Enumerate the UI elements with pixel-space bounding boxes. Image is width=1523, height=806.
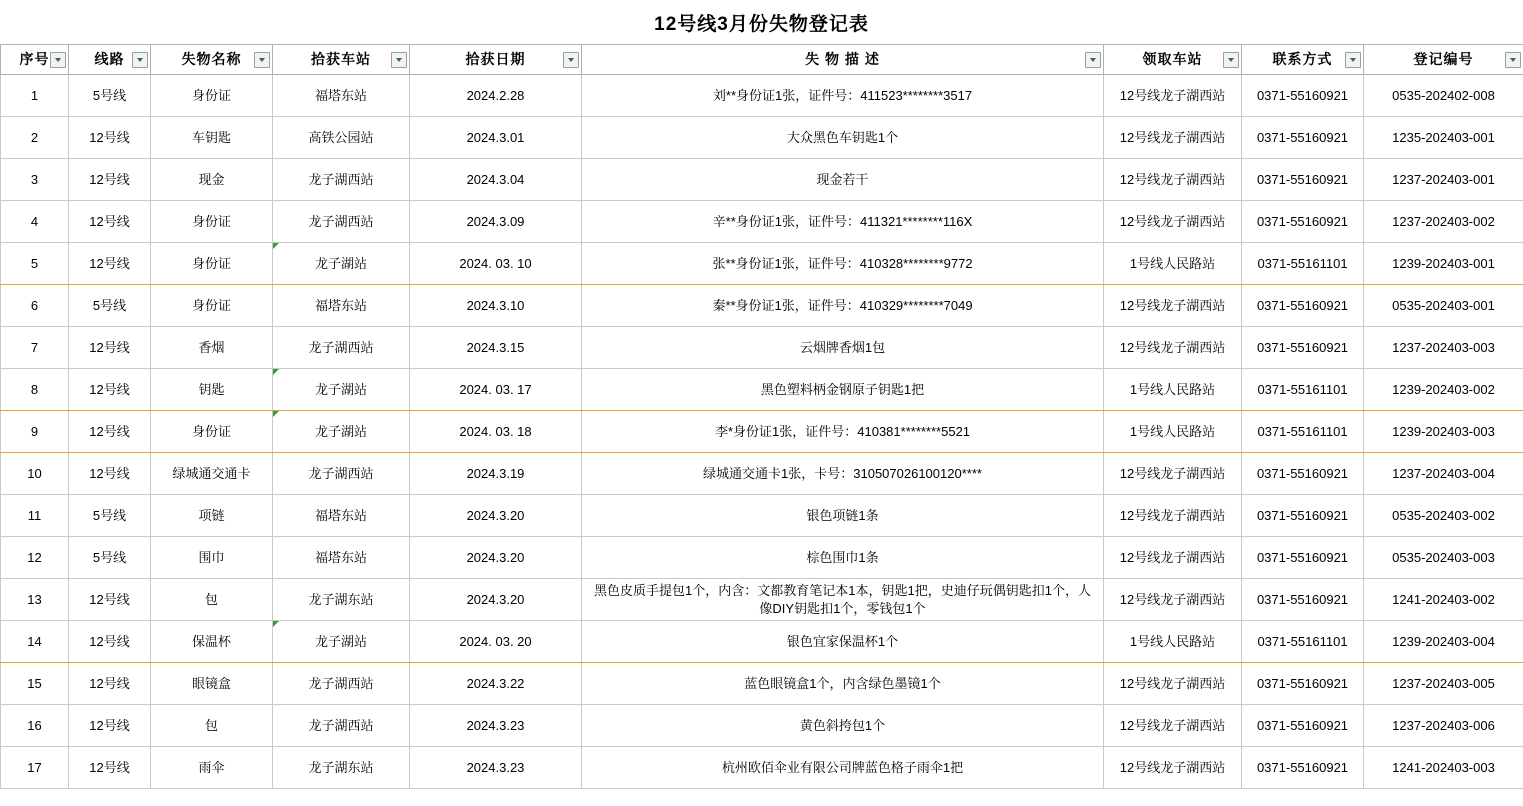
cell-line[interactable]: 5号线 [69,75,151,117]
cell-item-name[interactable]: 身份证 [151,201,273,243]
cell-reg-no[interactable]: 1239-202403-002 [1364,369,1523,411]
filter-dropdown-icon[interactable] [254,52,270,68]
cell-claim-station[interactable]: 12号线龙子湖西站 [1104,579,1242,621]
table-row[interactable] [1,747,1523,789]
cell-reg-no[interactable]: 1239-202403-003 [1364,411,1523,453]
cell-found-date[interactable]: 2024.2.28 [410,75,582,117]
cell-description[interactable]: 秦**身份证1张，证件号：410329********7049 [582,285,1104,327]
cell-description[interactable]: 云烟牌香烟1包 [582,327,1104,369]
cell-found-date[interactable]: 2024. 03. 10 [410,243,582,285]
cell-line[interactable]: 12号线 [69,201,151,243]
cell-description[interactable]: 银色项链1条 [582,495,1104,537]
cell-description[interactable]: 绿城通交通卡1张，卡号：310507026100120**** [582,453,1104,495]
cell-description[interactable]: 刘**身份证1张，证件号：411523********3517 [582,75,1104,117]
cell-contact[interactable]: 0371-55160921 [1242,327,1364,369]
cell-line[interactable]: 12号线 [69,705,151,747]
page-title: 12号线3月份失物登记表 [654,13,869,35]
table-row[interactable] [1,453,1523,495]
cell-line[interactable]: 12号线 [69,159,151,201]
cell-found-date[interactable]: 2024.3.04 [410,159,582,201]
table-row[interactable] [1,285,1523,327]
cell-description[interactable]: 蓝色眼镜盒1个，内含绿色墨镜1个 [582,663,1104,705]
cell-contact[interactable]: 0371-55160921 [1242,537,1364,579]
cell-claim-station[interactable]: 12号线龙子湖西站 [1104,201,1242,243]
cell-found-station[interactable]: 龙子湖站 [273,369,410,411]
cell-line[interactable]: 5号线 [69,495,151,537]
column-header-claim-station-label: 领取车站 [1142,51,1203,68]
column-header-description-label: 失 物 描 述 [805,51,880,68]
cell-index[interactable]: 5 [1,243,69,285]
cell-found-date[interactable]: 2024. 03. 18 [410,411,582,453]
cell-line[interactable]: 12号线 [69,663,151,705]
column-header-found-date-label: 拾获日期 [465,51,526,68]
cell-item-name[interactable]: 身份证 [151,75,273,117]
table-row[interactable] [1,201,1523,243]
cell-description[interactable]: 张**身份证1张，证件号：410328********9772 [582,243,1104,285]
cell-contact[interactable]: 0371-55160921 [1242,747,1364,789]
cell-line[interactable]: 12号线 [69,327,151,369]
cell-description[interactable]: 银色宜家保温杯1个 [582,621,1104,663]
cell-contact[interactable]: 0371-55160921 [1242,75,1364,117]
cell-line[interactable]: 12号线 [69,453,151,495]
cell-claim-station[interactable]: 12号线龙子湖西站 [1104,495,1242,537]
filter-dropdown-icon[interactable] [50,52,66,68]
table-row[interactable] [1,537,1523,579]
cell-reg-no[interactable]: 1241-202403-003 [1364,747,1523,789]
cell-index[interactable]: 15 [1,663,69,705]
table-row[interactable] [1,411,1523,453]
cell-found-station[interactable]: 龙子湖西站 [273,453,410,495]
cell-contact[interactable]: 0371-55160921 [1242,159,1364,201]
cell-found-station[interactable]: 龙子湖西站 [273,705,410,747]
table-row[interactable] [1,243,1523,285]
cell-reg-no[interactable]: 1239-202403-001 [1364,243,1523,285]
cell-index[interactable]: 14 [1,621,69,663]
title-row [0,0,1523,44]
cell-found-station[interactable]: 龙子湖站 [273,411,410,453]
cell-index[interactable]: 10 [1,453,69,495]
cell-item-name[interactable]: 车钥匙 [151,117,273,159]
column-header-claim-station[interactable] [1104,45,1242,75]
cell-found-station[interactable]: 福塔东站 [273,495,410,537]
cell-found-station[interactable]: 福塔东站 [273,75,410,117]
cell-found-date[interactable]: 2024.3.20 [410,495,582,537]
filter-dropdown-icon[interactable] [391,52,407,68]
cell-found-station[interactable]: 龙子湖站 [273,243,410,285]
cell-claim-station[interactable]: 1号线人民路站 [1104,411,1242,453]
cell-description[interactable]: 杭州欧佰伞业有限公司牌蓝色格子雨伞1把 [582,747,1104,789]
cell-found-station[interactable]: 龙子湖西站 [273,159,410,201]
cell-description[interactable]: 辛**身份证1张，证件号：411321********116X [582,201,1104,243]
cell-found-date[interactable]: 2024.3.23 [410,705,582,747]
cell-index[interactable]: 12 [1,537,69,579]
filter-dropdown-icon[interactable] [1345,52,1361,68]
cell-item-name[interactable]: 钥匙 [151,369,273,411]
cell-contact[interactable]: 0371-55160921 [1242,579,1364,621]
cell-claim-station[interactable]: 12号线龙子湖西站 [1104,159,1242,201]
column-header-item-name[interactable] [151,45,273,75]
cell-item-name[interactable]: 雨伞 [151,747,273,789]
cell-contact[interactable]: 0371-55160921 [1242,495,1364,537]
table-row[interactable] [1,663,1523,705]
cell-found-date[interactable]: 2024. 03. 17 [410,369,582,411]
cell-item-name[interactable]: 围巾 [151,537,273,579]
cell-item-name[interactable]: 身份证 [151,285,273,327]
cell-line[interactable]: 12号线 [69,369,151,411]
cell-item-name[interactable]: 包 [151,705,273,747]
column-header-index-label: 序号 [19,51,50,68]
filter-dropdown-icon[interactable] [563,52,579,68]
cell-reg-no[interactable]: 1237-202403-006 [1364,705,1523,747]
table-row[interactable] [1,327,1523,369]
cell-found-date[interactable]: 2024.3.09 [410,201,582,243]
cell-description[interactable]: 黑色皮质手提包1个，内含：文都教育笔记本1本，钥匙1把，史迪仔玩偶钥匙扣1个，人像DIY钥匙扣1个，零钱包1个 [582,579,1104,621]
cell-found-station[interactable]: 福塔东站 [273,285,410,327]
column-header-reg-no-label: 登记编号 [1413,51,1474,68]
column-header-description[interactable] [582,45,1104,75]
cell-line[interactable]: 12号线 [69,621,151,663]
column-header-line-label: 线路 [94,51,125,68]
cell-line[interactable]: 5号线 [69,537,151,579]
cell-description[interactable]: 黄色斜挎包1个 [582,705,1104,747]
cell-contact[interactable]: 0371-55160921 [1242,117,1364,159]
cell-found-station[interactable]: 龙子湖东站 [273,579,410,621]
cell-reg-no[interactable]: 0535-202402-008 [1364,75,1523,117]
cell-reg-no[interactable]: 1241-202403-002 [1364,579,1523,621]
cell-reg-no[interactable]: 1237-202403-001 [1364,159,1523,201]
cell-found-date[interactable]: 2024.3.01 [410,117,582,159]
cell-found-date[interactable]: 2024.3.15 [410,327,582,369]
cell-item-name[interactable]: 香烟 [151,327,273,369]
table-row[interactable] [1,495,1523,537]
cell-found-station[interactable]: 高铁公园站 [273,117,410,159]
cell-claim-station[interactable]: 12号线龙子湖西站 [1104,537,1242,579]
column-header-item-name-label: 失物名称 [181,51,242,68]
column-header-contact[interactable] [1242,45,1364,75]
cell-claim-station[interactable]: 1号线人民路站 [1104,243,1242,285]
cell-description[interactable]: 棕色围巾1条 [582,537,1104,579]
cell-claim-station[interactable]: 12号线龙子湖西站 [1104,75,1242,117]
cell-index[interactable]: 16 [1,705,69,747]
cell-contact[interactable]: 0371-55160921 [1242,663,1364,705]
cell-index[interactable]: 13 [1,579,69,621]
table-body [1,75,1523,789]
table-header-row [1,45,1523,75]
cell-reg-no[interactable]: 1237-202403-002 [1364,201,1523,243]
column-header-found-station-label: 拾获车站 [311,51,371,68]
cell-claim-station[interactable]: 12号线龙子湖西站 [1104,453,1242,495]
cell-index[interactable]: 4 [1,201,69,243]
cell-contact[interactable]: 0371-55161101 [1242,243,1364,285]
table-row[interactable] [1,579,1523,621]
cell-index[interactable]: 9 [1,411,69,453]
cell-found-date[interactable]: 2024.3.22 [410,663,582,705]
column-header-found-station[interactable] [273,45,410,75]
cell-claim-station[interactable]: 12号线龙子湖西站 [1104,285,1242,327]
cell-claim-station[interactable]: 12号线龙子湖西站 [1104,663,1242,705]
cell-found-station[interactable]: 龙子湖西站 [273,201,410,243]
cell-found-station[interactable]: 福塔东站 [273,537,410,579]
cell-reg-no[interactable]: 1237-202403-004 [1364,453,1523,495]
cell-contact[interactable]: 0371-55160921 [1242,705,1364,747]
cell-found-date[interactable]: 2024.3.20 [410,579,582,621]
cell-found-date[interactable]: 2024.3.19 [410,453,582,495]
cell-found-date[interactable]: 2024. 03. 20 [410,621,582,663]
cell-line[interactable]: 12号线 [69,411,151,453]
filter-dropdown-icon[interactable] [1505,52,1521,68]
cell-claim-station[interactable]: 12号线龙子湖西站 [1104,705,1242,747]
cell-index[interactable]: 17 [1,747,69,789]
cell-contact[interactable]: 0371-55160921 [1242,285,1364,327]
cell-line[interactable]: 12号线 [69,579,151,621]
cell-found-station[interactable]: 龙子湖东站 [273,747,410,789]
cell-contact[interactable]: 0371-55161101 [1242,621,1364,663]
cell-item-name[interactable]: 保温杯 [151,621,273,663]
cell-reg-no[interactable]: 1235-202403-001 [1364,117,1523,159]
cell-index[interactable]: 2 [1,117,69,159]
column-header-reg-no[interactable] [1364,45,1523,75]
table-row[interactable] [1,705,1523,747]
cell-reg-no[interactable]: 0535-202403-001 [1364,285,1523,327]
cell-index[interactable]: 7 [1,327,69,369]
lost-items-table [0,44,1523,789]
cell-item-name[interactable]: 绿城通交通卡 [151,453,273,495]
cell-found-station[interactable]: 龙子湖西站 [273,663,410,705]
cell-description[interactable]: 黑色塑料柄金钢原子钥匙1把 [582,369,1104,411]
column-header-line[interactable] [69,45,151,75]
cell-found-station[interactable]: 龙子湖站 [273,621,410,663]
cell-line[interactable]: 5号线 [69,285,151,327]
cell-claim-station[interactable]: 12号线龙子湖西站 [1104,747,1242,789]
cell-line[interactable]: 12号线 [69,747,151,789]
column-header-contact-label: 联系方式 [1272,51,1333,68]
cell-reg-no[interactable]: 0535-202403-002 [1364,495,1523,537]
cell-reg-no[interactable]: 1237-202403-005 [1364,663,1523,705]
table-row[interactable] [1,159,1523,201]
cell-contact[interactable]: 0371-55161101 [1242,369,1364,411]
cell-line[interactable]: 12号线 [69,117,151,159]
cell-found-station[interactable]: 龙子湖西站 [273,327,410,369]
cell-line[interactable]: 12号线 [69,243,151,285]
cell-index[interactable]: 6 [1,285,69,327]
cell-claim-station[interactable]: 1号线人民路站 [1104,621,1242,663]
cell-claim-station[interactable]: 12号线龙子湖西站 [1104,327,1242,369]
cell-item-name[interactable]: 身份证 [151,243,273,285]
cell-contact[interactable]: 0371-55160921 [1242,201,1364,243]
cell-found-date[interactable]: 2024.3.20 [410,537,582,579]
column-header-index[interactable] [1,45,69,75]
cell-found-date[interactable]: 2024.3.10 [410,285,582,327]
filter-dropdown-icon[interactable] [1223,52,1239,68]
cell-reg-no[interactable]: 0535-202403-003 [1364,537,1523,579]
cell-found-date[interactable]: 2024.3.23 [410,747,582,789]
cell-index[interactable]: 11 [1,495,69,537]
cell-index[interactable]: 1 [1,75,69,117]
cell-item-name[interactable]: 包 [151,579,273,621]
cell-item-name[interactable]: 现金 [151,159,273,201]
cell-contact[interactable]: 0371-55160921 [1242,453,1364,495]
table-row[interactable] [1,369,1523,411]
table-row[interactable] [1,621,1523,663]
cell-item-name[interactable]: 项链 [151,495,273,537]
column-header-found-date[interactable] [410,45,582,75]
cell-description[interactable]: 李*身份证1张，证件号：410381********5521 [582,411,1104,453]
cell-item-name[interactable]: 眼镜盒 [151,663,273,705]
table-row[interactable] [1,75,1523,117]
cell-index[interactable]: 3 [1,159,69,201]
cell-reg-no[interactable]: 1239-202403-004 [1364,621,1523,663]
cell-claim-station[interactable]: 12号线龙子湖西站 [1104,117,1242,159]
cell-description[interactable]: 大众黑色车钥匙1个 [582,117,1104,159]
filter-dropdown-icon[interactable] [132,52,148,68]
cell-contact[interactable]: 0371-55161101 [1242,411,1364,453]
table-row[interactable] [1,117,1523,159]
filter-dropdown-icon[interactable] [1085,52,1101,68]
cell-index[interactable]: 8 [1,369,69,411]
cell-reg-no[interactable]: 1237-202403-003 [1364,327,1523,369]
cell-item-name[interactable]: 身份证 [151,411,273,453]
cell-description[interactable]: 现金若干 [582,159,1104,201]
cell-claim-station[interactable]: 1号线人民路站 [1104,369,1242,411]
